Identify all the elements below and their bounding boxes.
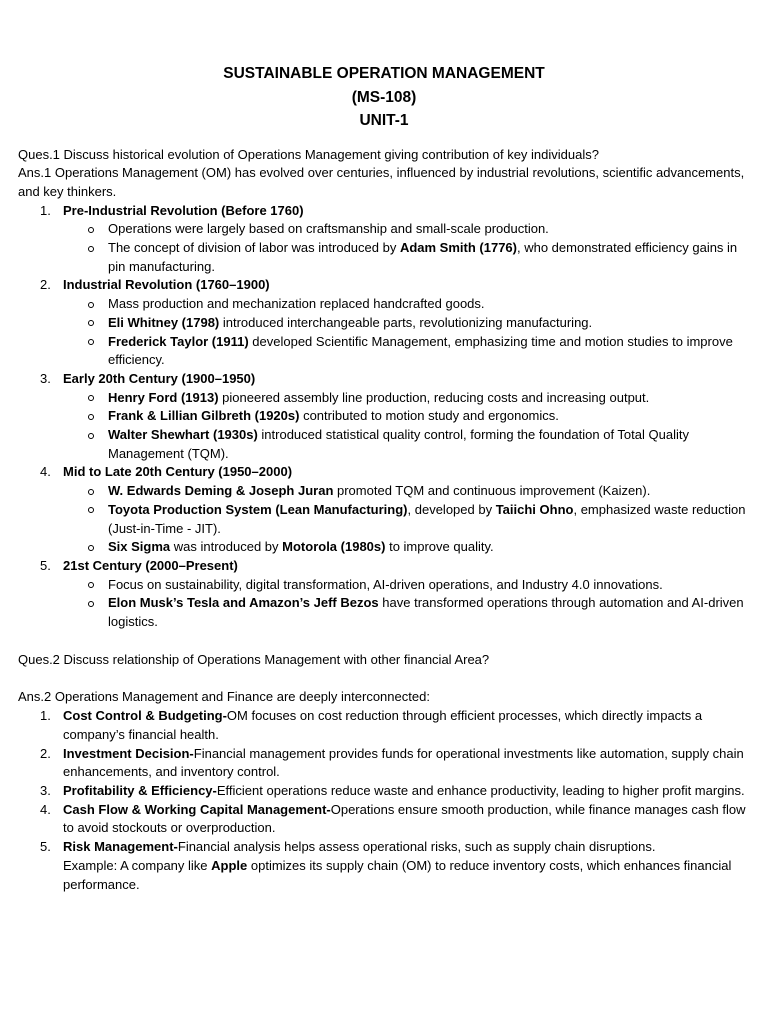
section-heading: Mid to Late 20th Century (1950–2000) [63, 464, 293, 480]
point-text: Mass production and mechanization replaced handcrafted goods. [108, 296, 485, 312]
answer-1-intro: Ans.1 Operations Management (OM) has evolved over centuries, influenced by industrial revolutions, scientific advancements, and key thinkers. [18, 165, 745, 199]
example-text-start: Example: A company like [63, 857, 212, 873]
point-highlight: W. Edwards Deming & Joseph Juran [108, 483, 334, 499]
section-point [18, 482, 750, 501]
item-text: Financial analysis helps assess operational risks, such as supply chain disruptions. [177, 839, 656, 855]
item-number: 4. [40, 801, 51, 817]
point-highlight: Taiichi Ohno [495, 501, 574, 517]
item-label: Investment Decision- [63, 745, 194, 761]
section-points [63, 220, 750, 276]
example-paragraph [18, 857, 750, 894]
section-point [18, 220, 750, 239]
title-line-1: SUSTAINABLE OPERATION MANAGEMENT [223, 65, 545, 82]
section-heading: 21st Century (2000–Present) [63, 557, 238, 573]
item-text: Operations ensure smooth production, while finance manages cash flow to avoid stockouts or overproduction. [63, 801, 746, 836]
hollow-bullet-icon [88, 601, 94, 607]
section-point [18, 333, 750, 370]
example-company: Apple [211, 857, 248, 873]
section-point [18, 594, 750, 631]
hollow-bullet-icon [88, 414, 94, 420]
section-heading: Industrial Revolution (1760–1900) [63, 277, 270, 293]
item-text: Financial management provides funds for operational investments like automation, supply chain enhancements, and inventory control. [63, 745, 744, 780]
point-text: was introduced by [170, 539, 283, 555]
point-text: pioneered assembly line production, reducing costs and increasing output. [218, 389, 650, 405]
section-points [63, 389, 750, 464]
point-text: Operations were largely based on craftsmanship and small-scale production. [108, 221, 549, 237]
item-number: 1. [40, 708, 51, 724]
item-label: Cost Control & Budgeting- [63, 708, 227, 724]
section-point [18, 501, 750, 538]
finance-item [18, 745, 750, 782]
finance-item [18, 838, 750, 857]
hollow-bullet-icon [88, 246, 94, 252]
point-text: introduced statistical quality control, forming the foundation of Total Quality Management (TQM). [108, 427, 689, 461]
point-highlight: Frederick Taylor (1911) [108, 333, 249, 349]
title-line-3: UNIT-1 [359, 112, 409, 129]
question-1: Ques.1 Discuss historical evolution of Operations Management giving contribution of key individuals? [18, 146, 599, 162]
point-text: introduced interchangeable parts, revolutionizing manufacturing. [219, 314, 593, 330]
answer-2-intro: Ans.2 Operations Management and Finance are deeply interconnected: [18, 689, 430, 705]
history-section [18, 370, 750, 464]
item-label: Cash Flow & Working Capital Management- [63, 801, 331, 817]
point-text: promoted TQM and continuous improvement (Kaizen). [333, 483, 651, 499]
hollow-bullet-icon [88, 339, 94, 345]
section-point [18, 576, 750, 595]
section-number: 3. [40, 370, 51, 386]
finance-relation-list [18, 707, 750, 857]
history-section [18, 276, 750, 370]
point-highlight: Six Sigma [108, 539, 171, 555]
history-section [18, 463, 750, 557]
history-list [18, 202, 750, 632]
section-point [18, 295, 750, 314]
hollow-bullet-icon [88, 227, 94, 233]
section-number: 1. [40, 202, 51, 218]
item-number: 3. [40, 783, 51, 798]
hollow-bullet-icon [88, 320, 94, 326]
finance-item [18, 707, 750, 744]
hollow-bullet-icon [88, 302, 94, 308]
hollow-bullet-icon [88, 395, 94, 401]
point-text: , emphasized waste reduction (Just-in-Time - JIT). [108, 501, 746, 536]
history-section [18, 202, 750, 277]
point-text: contributed to motion study and ergonomics. [299, 408, 559, 424]
section-heading: Pre-Industrial Revolution (Before 1760) [63, 202, 304, 218]
section-number: 5. [40, 557, 51, 573]
section-point [18, 389, 750, 408]
item-text: OM focuses on cost reduction through efficient processes, which directly impacts a company’s financial health. [63, 708, 703, 742]
section-number: 2. [40, 277, 51, 293]
point-highlight: Henry Ford (1913) [108, 389, 219, 405]
example-text-end: optimizes its supply chain (OM) to reduce inventory costs, which enhances financial performance. [63, 857, 732, 892]
section-number: 4. [40, 464, 51, 480]
section-points [63, 482, 750, 557]
point-highlight: Eli Whitney (1798) [108, 314, 220, 330]
item-number: 5. [40, 839, 51, 855]
hollow-bullet-icon [88, 507, 94, 513]
hollow-bullet-icon [88, 545, 94, 551]
section-point [18, 538, 750, 557]
point-text: to improve quality. [385, 539, 494, 555]
section-point [18, 314, 750, 333]
point-highlight: Toyota Production System (Lean Manufacturing) [108, 501, 408, 517]
hollow-bullet-icon [88, 433, 94, 439]
history-section [18, 557, 750, 632]
item-label: Profitability & Efficiency- [63, 783, 217, 798]
point-text: have transformed operations through automation and AI-driven logistics. [108, 595, 744, 630]
title-line-2: (MS-108) [351, 88, 417, 106]
point-text: The concept of division of labor was introduced by [108, 240, 400, 256]
section-point [18, 426, 750, 463]
hollow-bullet-icon [88, 489, 94, 495]
finance-item [18, 782, 750, 801]
section-points [63, 295, 750, 370]
point-highlight: Walter Shewhart (1930s) [108, 427, 258, 443]
hollow-bullet-icon [88, 582, 94, 588]
point-text: , who demonstrated efficiency gains in pin manufacturing. [108, 240, 738, 274]
section-heading: Early 20th Century (1900–1950) [63, 370, 256, 386]
item-text: Efficient operations reduce waste and enhance productivity, leading to higher profit margins. [216, 783, 745, 798]
point-text: developed Scientific Management, emphasizing time and motion studies to improve efficiency. [108, 333, 733, 368]
item-number: 2. [40, 745, 51, 761]
section-point [18, 239, 750, 276]
section-point [18, 407, 750, 426]
point-highlight: Adam Smith (1776) [399, 240, 517, 256]
section-points [63, 576, 750, 632]
document-title [18, 62, 750, 133]
point-highlight: Motorola (1980s) [282, 539, 386, 555]
question-2: Ques.2 Discuss relationship of Operations Management with other financial Area? [18, 651, 490, 667]
item-label: Risk Management- [63, 839, 178, 855]
point-highlight: Frank & Lillian Gilbreth (1920s) [108, 408, 300, 424]
point-highlight: Elon Musk’s Tesla and Amazon’s Jeff Bezos [108, 595, 379, 611]
point-text: Focus on sustainability, digital transformation, AI-driven operations, and Industry 4.0 innovations. [108, 576, 663, 592]
point-text: , developed by [407, 501, 496, 517]
finance-item [18, 801, 750, 838]
